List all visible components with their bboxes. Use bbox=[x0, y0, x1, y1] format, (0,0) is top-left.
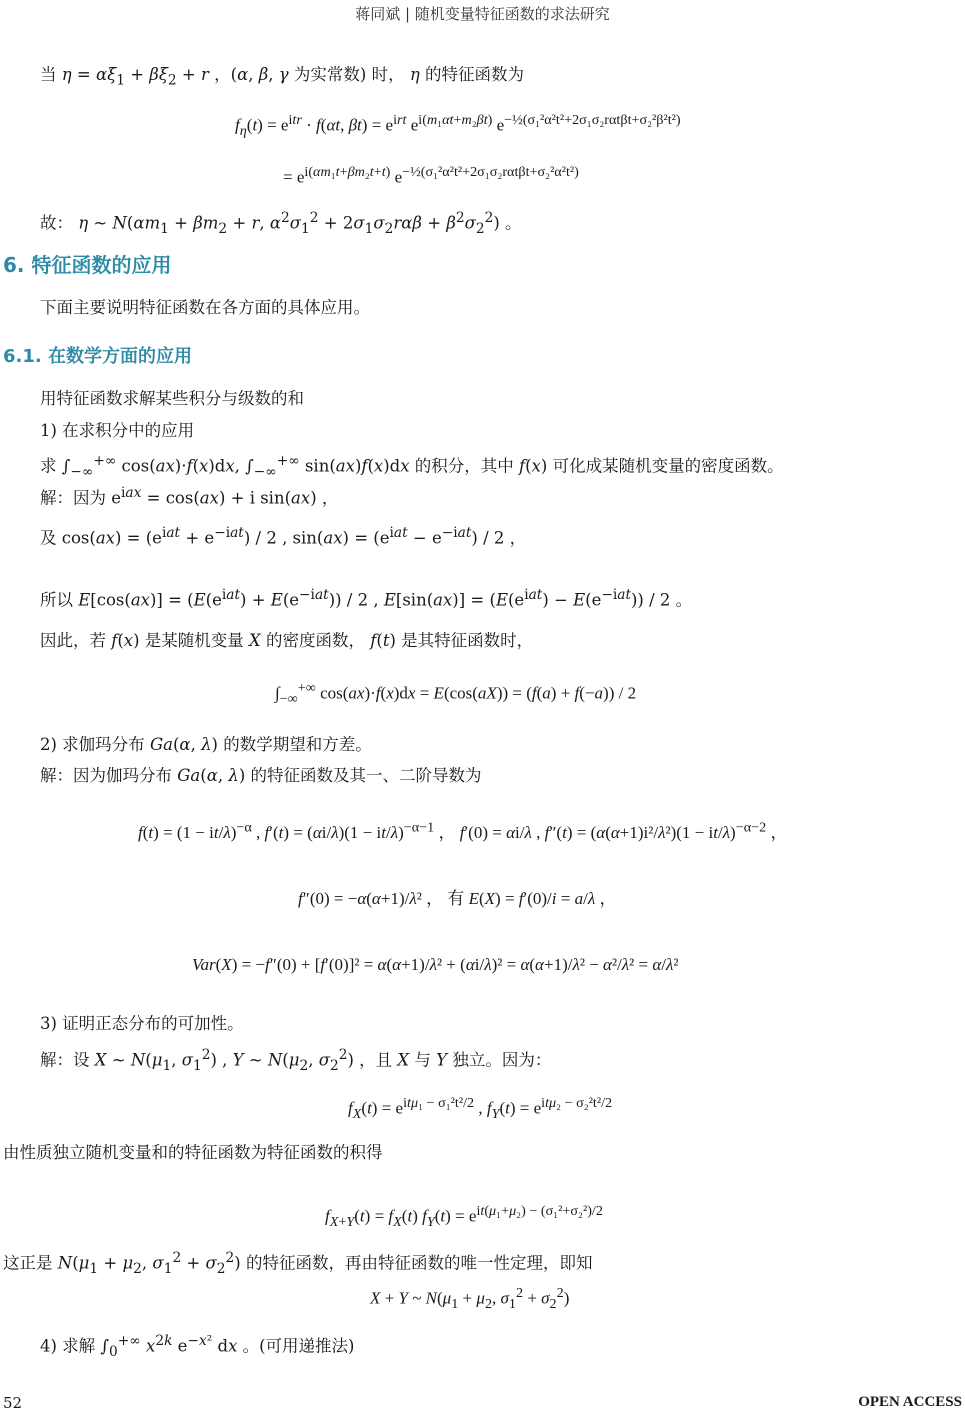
item-3-solution: 解：设 X ~ $N(\mu_1$, $\sigma_1^2$) , Y ~ $N(\mu_2$, $\sigma_2^2$) ，且 X 与 Y 独立。因为： bbox=[40, 1047, 552, 1074]
text-therefore: 故： η ~ $N(\alpha m_1 + \beta m_2 + r$, $\alpha^2\sigma_1^2 + 2\sigma_1\sigma_2r\alpha\beta + \beta^2\sigma_2^2$) 。 bbox=[40, 210, 522, 237]
item-3-this: 这正是 $N(\mu_1 + \mu_2$, $\sigma_1^2 + \sigma_2^2$) 的特征函数，再由特征函数的唯一性定理，即知 bbox=[3, 1250, 593, 1277]
item-3-by: 由性质独立随机变量和的特征函数为特征函数的积得 bbox=[3, 1143, 383, 1162]
item-1-title: 1) 在求积分中的应用 bbox=[40, 421, 195, 440]
item-3-title: 3) 证明正态分布的可加性。 bbox=[40, 1014, 244, 1033]
page-number: 52 bbox=[3, 1394, 23, 1412]
item-2-equation-3: Var(X) = −f″(0) + [f′(0)]² = α(α+1)/λ² + (αi/λ)² = α(α+1)/λ² − α²/λ² = α/λ² bbox=[192, 955, 679, 974]
equation-f-eta-1: $f_\eta(t) = e^{itr} \cdot f(\alpha t$, $\beta t) = e^{irt}$ $e^{i(m_1\alpha t+m_2\beta t)}$ $e^{-\frac{1}{2}(\sigma_1^2\alpha^2t^2+2\sigma_1\sigma_2r\alpha t\beta t+\sigma_2^2\beta^2t^2)}$ bbox=[235, 112, 681, 140]
item-3-equation-2: $f_{X+Y}(t) = f_X(t) f_Y(t) = e^{it(\mu_1+\mu_2) - (\sigma_1^2+\sigma_2^2)/2}$ bbox=[325, 1203, 603, 1231]
text-when: 当 $\eta = \alpha\xi_1 + \beta\xi_2 + r$ ，(α, β, γ 为实常数) 时， η 的特征函数为 bbox=[40, 65, 524, 89]
section-6-1-intro: 用特征函数求解某些积分与级数的和 bbox=[40, 389, 304, 408]
open-access-label: OPEN ACCESS bbox=[858, 1394, 962, 1410]
running-head: 蒋同斌 | 随机变量特征函数的求法研究 bbox=[355, 5, 610, 23]
item-1-result: $\int_{-\infty}^{+\infty}$ cos(ax)·f(x)dx = E(cos(aX)) = (f(a) + f(−a)) / 2 bbox=[275, 680, 637, 708]
section-6-title: 6. 特征函数的应用 bbox=[3, 253, 172, 277]
equation-f-eta-2: = $e^{i(\alpha m_1t+\beta m_2t+t)}$ $e^{-\frac{1}{2}(\sigma_1^2\alpha^2t^2+2\sigma_1\sigma_2r\alpha t\beta t+\sigma_2^2\alpha^2t^2)}$ bbox=[283, 164, 579, 187]
item-3-equation-1: $f_X(t) = e^{it\mu_1 - \sigma_1^2t^2/2}$ , $f_Y(t) = e^{it\mu_2 - \sigma_2^2t^2/2}$ bbox=[348, 1095, 613, 1123]
item-3-equation-3: X + Y ~ $N(\mu_1 + \mu_2$, $\sigma_1^2 + \sigma_2^2$) bbox=[370, 1285, 570, 1313]
item-2-equation-2: f″(0) = −α(α+1)/λ² ， 有 E(X) = f′(0)/i = a/λ ， bbox=[298, 889, 617, 908]
section-6-intro: 下面主要说明特征函数在各方面的具体应用。 bbox=[40, 298, 370, 317]
item-1-and: 及 $\cos(ax) = (e^{iat} + e^{-iat}) / 2$ , $\sin(ax) = (e^{iat} - e^{-iat}) / 2$ ， bbox=[40, 525, 527, 548]
section-6-1-title: 6.1. 在数学方面的应用 bbox=[3, 346, 192, 367]
item-2-equation-1: $f(t) = (1 - it/\lambda)^{-\alpha}$ , $f'(t) = (\alpha i/\lambda)(1 - it/\lambda)^{-\alpha-1}$ ， f′(0) = αi/λ , $f''(t) = (\alpha(\alpha+1)i^2/\lambda^2)(1 - it/\lambda)^{-\alpha-2}$ ， bbox=[138, 819, 788, 842]
item-1-hence: 因此，若 f(x) 是某随机变量 X 的密度函数， f(t) 是其特征函数时， bbox=[40, 631, 534, 650]
item-4-title: 4) 求解 $\int_0^{+\infty}$ $x^{2k}$ $e^{-x^2}$ dx 。(可用递推法) bbox=[40, 1333, 355, 1360]
item-2-title: 2) 求伽玛分布 Ga(α, λ) 的数学期望和方差。 bbox=[40, 735, 372, 754]
item-2-solution: 解：因为伽玛分布 Ga(α, λ) 的特征函数及其一、二阶导数为 bbox=[40, 766, 482, 785]
item-1-solution: 解：因为 $e^{iax} = \cos(ax) + i$ sin(ax) ， bbox=[40, 485, 339, 508]
item-1-ask: 求 $\int_{-\infty}^{+\infty}$ cos(ax)·f(x)dx, $\int_{-\infty}^{+\infty}$ sin(ax)f(x)dx 的积分，其中 f(x) 可化成某随机变量的密度函数。 bbox=[40, 453, 784, 480]
item-1-so: 所以 $E[\cos(ax)] = (E(e^{iat}) + E(e^{-iat})) / 2$ , $E[\sin(ax)] = (E(e^{iat}) - E(e^{-iat})) / 2$ 。 bbox=[40, 587, 693, 610]
